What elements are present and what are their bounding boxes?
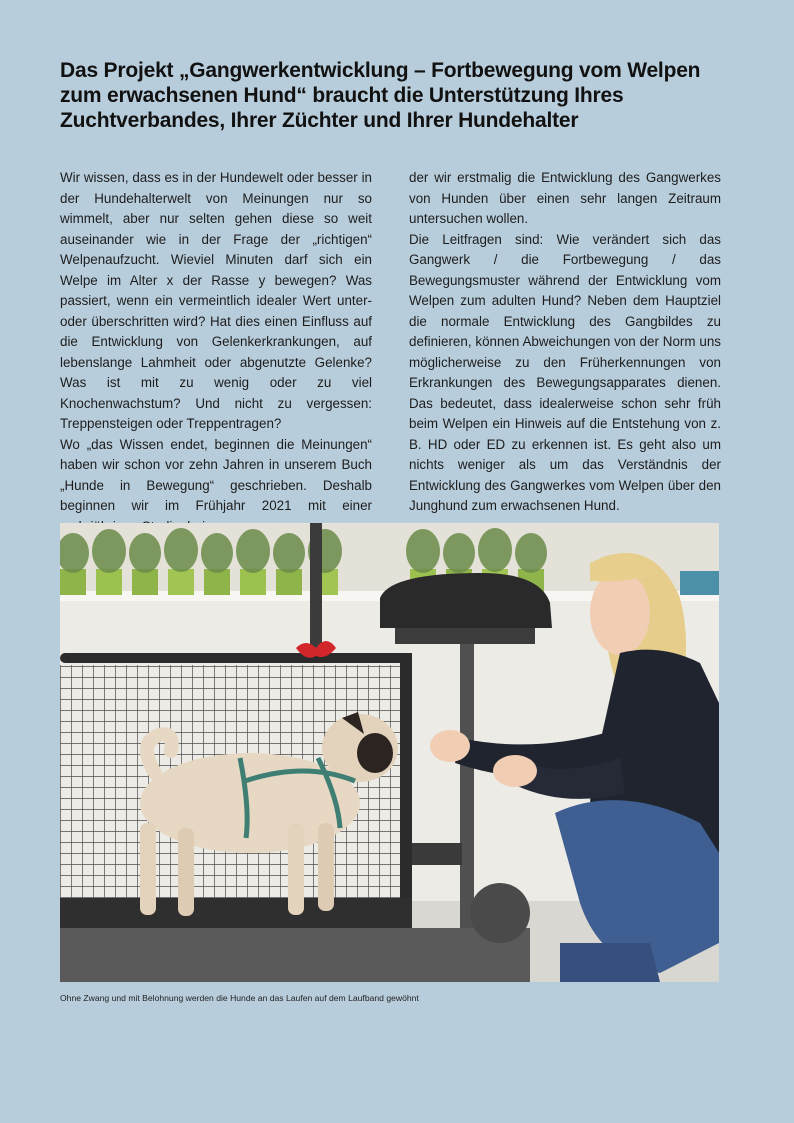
- paragraph: Die Leitfragen sind: Wie verändert sich das Gangwerk / die Fortbewegung / das Bewegungsmuster während der Entwicklung vom Welpen zum adulten Hund? Neben dem Hauptziel die normale Entwicklung des Gangbildes zu definieren, können Abweichungen von der Norm uns möglicherweise zu den Früherkennungen von Erkrankungen des Bewegungsapparates dienen. Das bedeutet, dass idealerweise schon sehr früh beim Welpen ein Hinweis auf die Entstehung von z. B. HD oder ED zu erkennen ist. Es geht also um nichts weniger als um das Verständnis der Entwicklung des Gangwerkes vom Welpen über den Junghund zum erwachsenen Hund.: [409, 231, 721, 513]
- paragraph: Wir wissen, dass es in der Hundewelt oder besser in der Hundehalterwelt von Meinungen nur so wimmelt, aber nur selten gehen diese so weit auseinander wie in der Frage der „richtigen“ Welpenaufzucht. Wieviel Minuten darf sich ein Welpe im Alter x der Rasse y bewegen? Was passiert, wenn ein vermeintlich idealer Wert unter- oder überschritten wird? Hat dies einen Einfluss auf die Entwicklung von Gelenkerkrankungen, auf lebenslange Lahmheit oder abgenutzte Gelenke? Was ist mit zu wenig oder zu viel Knochenwachstum? Und nicht zu vergessen: Treppensteigen oder Treppentragen?: [60, 170, 372, 431]
- photo-pug-on-treadmill: [60, 523, 719, 982]
- text-column-left: [60, 168, 372, 537]
- article-heading: Das Projekt „Gangwerkentwicklung – Fortbewegung vom Welpen zum erwachsenen Hund“ braucht die Unterstützung Ihres Zuchtverbandes, Ihrer Züchter und Ihrer Hundehalter: [60, 59, 701, 132]
- paragraph: der wir erstmalig die Entwicklung des Gangwerkes von Hunden über einen sehr langen Zeitraum untersuchen wollen.: [409, 170, 721, 226]
- photo-illustration: [60, 523, 719, 982]
- paragraph: Wo „das Wissen endet, beginnen die Meinungen“ haben wir schon vor zehn Jahren in unserem Buch „Hunde in Bewegung“ geschrieben. Deshalb beginnen wir im Frühjahr 2021 mit einer: [60, 436, 372, 513]
- photo-caption: Ohne Zwang und mit Belohnung werden die Hunde an das Laufen auf dem Laufband gewöhnt: [60, 993, 419, 1003]
- text-column-right: [409, 168, 721, 517]
